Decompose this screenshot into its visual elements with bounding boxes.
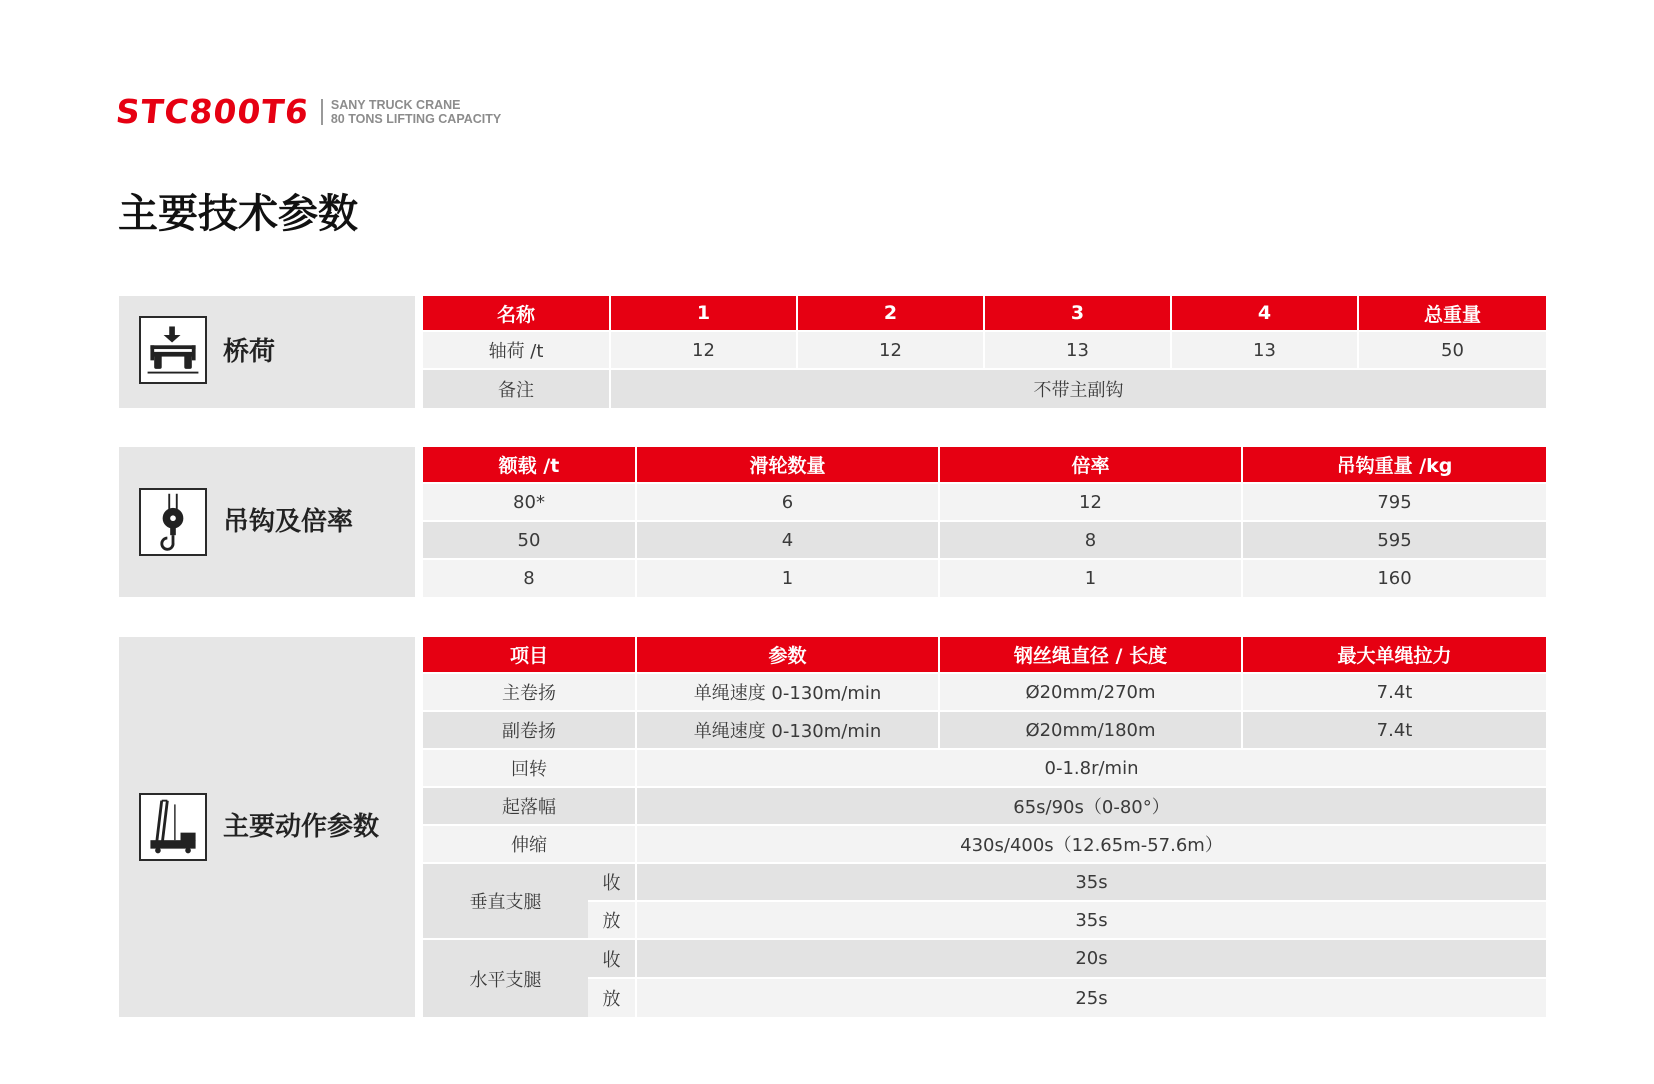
hook-header-ratio: 倍率	[940, 447, 1241, 482]
vertical-retract-value: 35s	[637, 864, 1546, 900]
aux-winch-label: 副卷扬	[423, 712, 635, 748]
horizontal-retract-value: 20s	[637, 940, 1546, 977]
axle-header-3: 3	[985, 296, 1170, 330]
motion-header-param: 参数	[637, 637, 938, 672]
hook-row-2-weight: 595	[1243, 522, 1546, 558]
axle-value-3: 13	[985, 332, 1170, 368]
hook-row-2-sheaves: 4	[637, 522, 938, 558]
section-side-panel	[119, 296, 415, 408]
main-winch-rope: Ø20mm/270m	[940, 674, 1241, 710]
hook-row-1-load: 80*	[423, 484, 635, 520]
axle-row-label: 轴荷 /t	[423, 332, 609, 368]
hook-row-2-ratio: 8	[940, 522, 1241, 558]
hook-row-1-ratio: 12	[940, 484, 1241, 520]
brand-line-2: 80 TONS LIFTING CAPACITY	[330, 112, 502, 126]
hook-header-sheaves: 滑轮数量	[637, 447, 938, 482]
section-hook	[119, 447, 1546, 597]
brand-logo	[116, 92, 501, 132]
aux-winch-rope: Ø20mm/180m	[940, 712, 1241, 748]
hook-row-3-sheaves: 1	[637, 560, 938, 597]
motion-header-item: 项目	[423, 637, 635, 672]
horizontal-retract-label: 收	[588, 940, 635, 977]
hook-row-2-load: 50	[423, 522, 635, 558]
hook-row-3-load: 8	[423, 560, 635, 597]
hook-row-3-weight: 160	[1243, 560, 1546, 597]
hook-row-3-ratio: 1	[940, 560, 1241, 597]
hook-header-weight: 吊钩重量 /kg	[1243, 447, 1546, 482]
brand-subtitle	[331, 98, 501, 126]
vertical-retract-label: 收	[588, 864, 635, 900]
page-title: 主要技术参数	[118, 191, 358, 237]
section-title-axle: 桥荷	[223, 337, 276, 367]
axle-header-name: 名称	[423, 296, 609, 330]
axle-value-1: 12	[611, 332, 796, 368]
axle-value-2: 12	[798, 332, 983, 368]
axle-header-total: 总重量	[1359, 296, 1546, 330]
main-winch-speed: 单绳速度 0-130m/min	[637, 674, 938, 710]
horizontal-extend-label: 放	[588, 979, 635, 1017]
section-motion	[119, 637, 1546, 1017]
logo-divider	[321, 99, 323, 125]
luffing-label: 起落幅	[423, 788, 635, 824]
vertical-extend-value: 35s	[637, 902, 1546, 938]
telescoping-label: 伸缩	[423, 826, 635, 862]
crane-boom-svg	[141, 795, 205, 859]
remark-value: 不带主副钩	[611, 370, 1546, 408]
hook-icon	[139, 488, 207, 556]
section-axle-load	[119, 296, 1546, 408]
hook-row-1-weight: 795	[1243, 484, 1546, 520]
axle-header-1: 1	[611, 296, 796, 330]
slewing-value: 0-1.8r/min	[637, 750, 1546, 786]
section-title-hook: 吊钩及倍率	[223, 507, 354, 537]
motion-header-pull: 最大单绳拉力	[1243, 637, 1546, 672]
motion-header-rope: 钢丝绳直径 / 长度	[940, 637, 1241, 672]
axle-load-icon	[139, 316, 207, 384]
axle-load-svg	[141, 318, 205, 382]
aux-winch-pull: 7.4t	[1243, 712, 1546, 748]
telescoping-value: 430s/400s（12.65m-57.6m）	[637, 826, 1546, 862]
horizontal-outrigger-label: 水平支腿	[423, 940, 588, 1017]
crane-boom-icon	[139, 793, 207, 861]
aux-winch-speed: 单绳速度 0-130m/min	[637, 712, 938, 748]
remark-label: 备注	[423, 370, 609, 408]
section-side-panel	[119, 447, 415, 597]
axle-header-4: 4	[1172, 296, 1357, 330]
main-winch-pull: 7.4t	[1243, 674, 1546, 710]
brand-line-1: SANY TRUCK CRANE	[330, 98, 461, 112]
horizontal-extend-value: 25s	[637, 979, 1546, 1017]
vertical-outrigger-label: 垂直支腿	[423, 864, 588, 938]
hook-svg	[141, 490, 205, 554]
hook-row-1-sheaves: 6	[637, 484, 938, 520]
main-winch-label: 主卷扬	[423, 674, 635, 710]
vertical-extend-label: 放	[588, 902, 635, 938]
axle-header-2: 2	[798, 296, 983, 330]
section-side-panel	[119, 637, 415, 1017]
luffing-value: 65s/90s（0-80°）	[637, 788, 1546, 824]
axle-value-4: 13	[1172, 332, 1357, 368]
section-title-motion: 主要动作参数	[223, 812, 380, 842]
hook-header-load: 额载 /t	[423, 447, 635, 482]
axle-value-total: 50	[1359, 332, 1546, 368]
model-name: STC800T6	[114, 92, 311, 131]
slewing-label: 回转	[423, 750, 635, 786]
